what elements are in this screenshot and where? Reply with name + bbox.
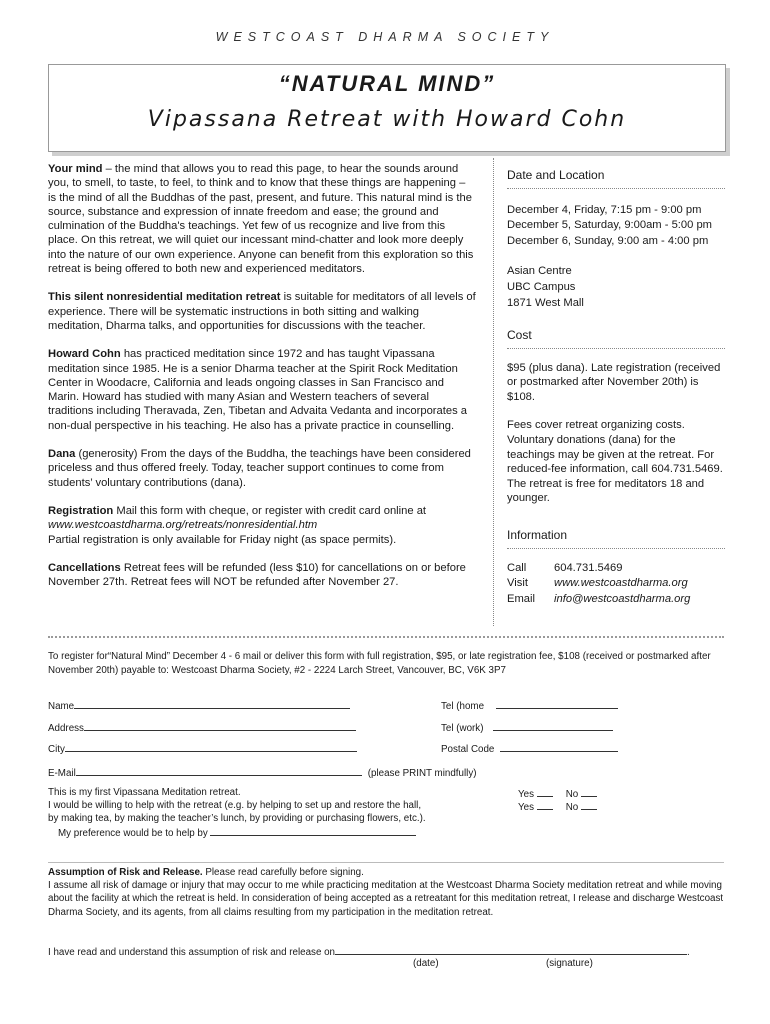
first-retreat-question: This is my first Vipassana Meditation retreat.	[48, 787, 241, 798]
section-divider	[48, 636, 724, 638]
location-line: Asian Centre	[507, 265, 572, 278]
date-label: (date)	[413, 958, 439, 969]
info-row: Email info@westcoastdharma.org	[507, 592, 691, 605]
date-line: December 4, Friday, 7:15 pm - 9:00 pm	[507, 203, 702, 216]
tel-home-field[interactable]: Tel (home	[441, 698, 618, 712]
title-box	[48, 64, 726, 152]
date-location-heading: Date and Location	[507, 168, 725, 189]
help-question: I would be willing to help with the retreat (e.g. by helping to set up and restore the hall,	[48, 800, 422, 811]
teacher-paragraph: Howard Cohn has practiced meditation since 1972 and has taught Vipassana meditation since 1985. He is a senior Dharma teacher at the Spirit Rock Meditation Center in Woodacre, California and leads ongoing classes in San Francisco and Marin. Howard has studied with many Asian and Western teachers of several traditions including Theravada, Zen, Tibetan and Advaita Vedanta and incorporates a non-dual perspective in his teaching. He also has a private practice in counselling.	[48, 348, 467, 432]
information-section	[507, 528, 725, 607]
help-answer[interactable]: Yes No	[518, 799, 597, 814]
cost-text: $95 (plus dana). Late registration (received or postmarked after November 20th) is $108.	[507, 361, 721, 403]
fees-text: Fees cover retreat organizing costs. Voluntary donations (dana) for the teachings may be given at the retreat. For reduced-fee information, call 604.731.5469. The retreat is free for meditators 18 and younger.	[507, 419, 723, 505]
intro-paragraph: Your mind – the mind that allows you to read this page, to hear the sounds around you, to smell, to taste, to feel, to think and to know that these things are happening – is the mind of all the Buddhas of the past, present, and future. This natural mind is the source, substance and expression of innate freedom and ease; the ground and culmination of the Buddha's teachings. Yet few of us recognize and live from this place. On this retreat, we will quiet our incessant mind-chatter and look more deeply into the nature of our own experience. Anyone can benefit from this exploration so this retreat is being offered to both new and experienced meditators.	[48, 163, 474, 276]
signature-line[interactable]: I have read and understand this assumption of risk and release on .	[48, 944, 728, 960]
help-preference-field[interactable]: My preference would be to help by	[48, 825, 488, 840]
release-heading: Assumption of Risk and Release.	[48, 867, 203, 878]
dana-paragraph: Dana (generosity) From the days of the Buddha, the teachings have been considered priceless and thus offered freely. Today, teacher support continues to come from students’ voluntary contributions (dana).	[48, 448, 471, 489]
questions: This is my first Vipassana Meditation retreat. I would be willing to help with the retreat (e.g. by helping to set up and restore the hall, by making tea, by making the teacher’s lunch, by providing or purchasing flowers, etc.). My preference would be to help by	[48, 786, 488, 840]
release-divider	[48, 862, 724, 863]
left-column	[48, 162, 476, 603]
release-body: I assume all risk of damage or injury that may occur to me while practicing meditation at the Westcoast Dharma Society meditation retreat and while moving about the facility at which the retreat is held. In consideration of being accepted as a retreatant for this meditation retreat, I release and discharge Westcoast Dharma Society, and its agents, from all claims resulting from my participation in the meditation retreat.	[48, 880, 724, 918]
name-field[interactable]: Name	[48, 698, 350, 712]
page-subtitle: Vipassana Retreat with Howard Cohn	[147, 107, 627, 132]
silent-retreat-paragraph: This silent nonresidential meditation retreat is suitable for meditators of all levels of experience. There will be systematic instructions in both sitting and walking meditation, Dharma talks, and opportunities for discussions with the teacher.	[48, 291, 476, 332]
tel-work-field[interactable]: Tel (work)	[441, 720, 613, 734]
city-field[interactable]: City	[48, 741, 357, 755]
email-field[interactable]: E-Mail (please PRINT mindfully)	[48, 765, 476, 779]
cost-heading: Cost	[507, 328, 725, 349]
first-retreat-answer[interactable]: Yes No	[518, 786, 597, 801]
info-row: Call 604.731.5469	[507, 561, 623, 574]
registration-intro: To register for“Natural Mind” December 4 - 6 mail or deliver this form with full registration, $95, or late registration fee, $108 (received or postmarked after November 20th) payable to: Westcoast Dharma Society, #2 - 2224 Larch Street, Vancouver, BC, V6K 3P7	[48, 651, 711, 676]
date-location-section	[507, 168, 725, 311]
column-divider	[493, 158, 494, 626]
signature-label: (signature)	[546, 958, 593, 969]
location-line: 1871 West Mall	[507, 296, 584, 309]
phone-number[interactable]: 604.731.5469	[554, 561, 623, 574]
address-field[interactable]: Address	[48, 720, 356, 734]
postal-code-field[interactable]: Postal Code	[441, 741, 618, 755]
release-section: Assumption of Risk and Release. Please read carefully before signing. I assume all risk of damage or injury that may occur to me while practicing meditation at the Westcoast Dharma Society meditation retreat and while moving about the facility at which the retreat is held. In consideration of being accepted as a retreatant for this meditation retreat, I release and discharge Westcoast Dharma Society, and its agents, from all claims resulting from my participation in the meditation retreat.	[48, 866, 728, 919]
society-name: WESTCOAST DHARMA SOCIETY	[215, 30, 555, 44]
location-line: UBC Campus	[507, 280, 576, 293]
page-title: “NATURAL MIND”	[278, 71, 496, 96]
info-row: Visit www.westcoastdharma.org	[507, 577, 688, 590]
registration-paragraph: Registration Mail this form with cheque, or register with credit card online at www.westcoastdharma.org/retreats/nonresidential.htm Partial registration is only available for Friday night (as space permits).	[48, 504, 427, 546]
cancellation-paragraph: Cancellations Retreat fees will be refunded (less $10) for cancellations on or before November 27th. Retreat fees will NOT be refunded after November 27.	[48, 561, 466, 589]
registration-link[interactable]: www.westcoastdharma.org/retreats/nonresidential.htm	[48, 519, 318, 532]
date-line: December 5, Saturday, 9:00am - 5:00 pm	[507, 219, 712, 232]
cost-section	[507, 328, 725, 506]
date-line: December 6, Sunday, 9:00 am - 4:00 pm	[507, 234, 709, 247]
information-heading: Information	[507, 528, 725, 549]
website-link[interactable]: www.westcoastdharma.org	[554, 577, 688, 590]
email-link[interactable]: info@westcoastdharma.org	[554, 592, 691, 605]
